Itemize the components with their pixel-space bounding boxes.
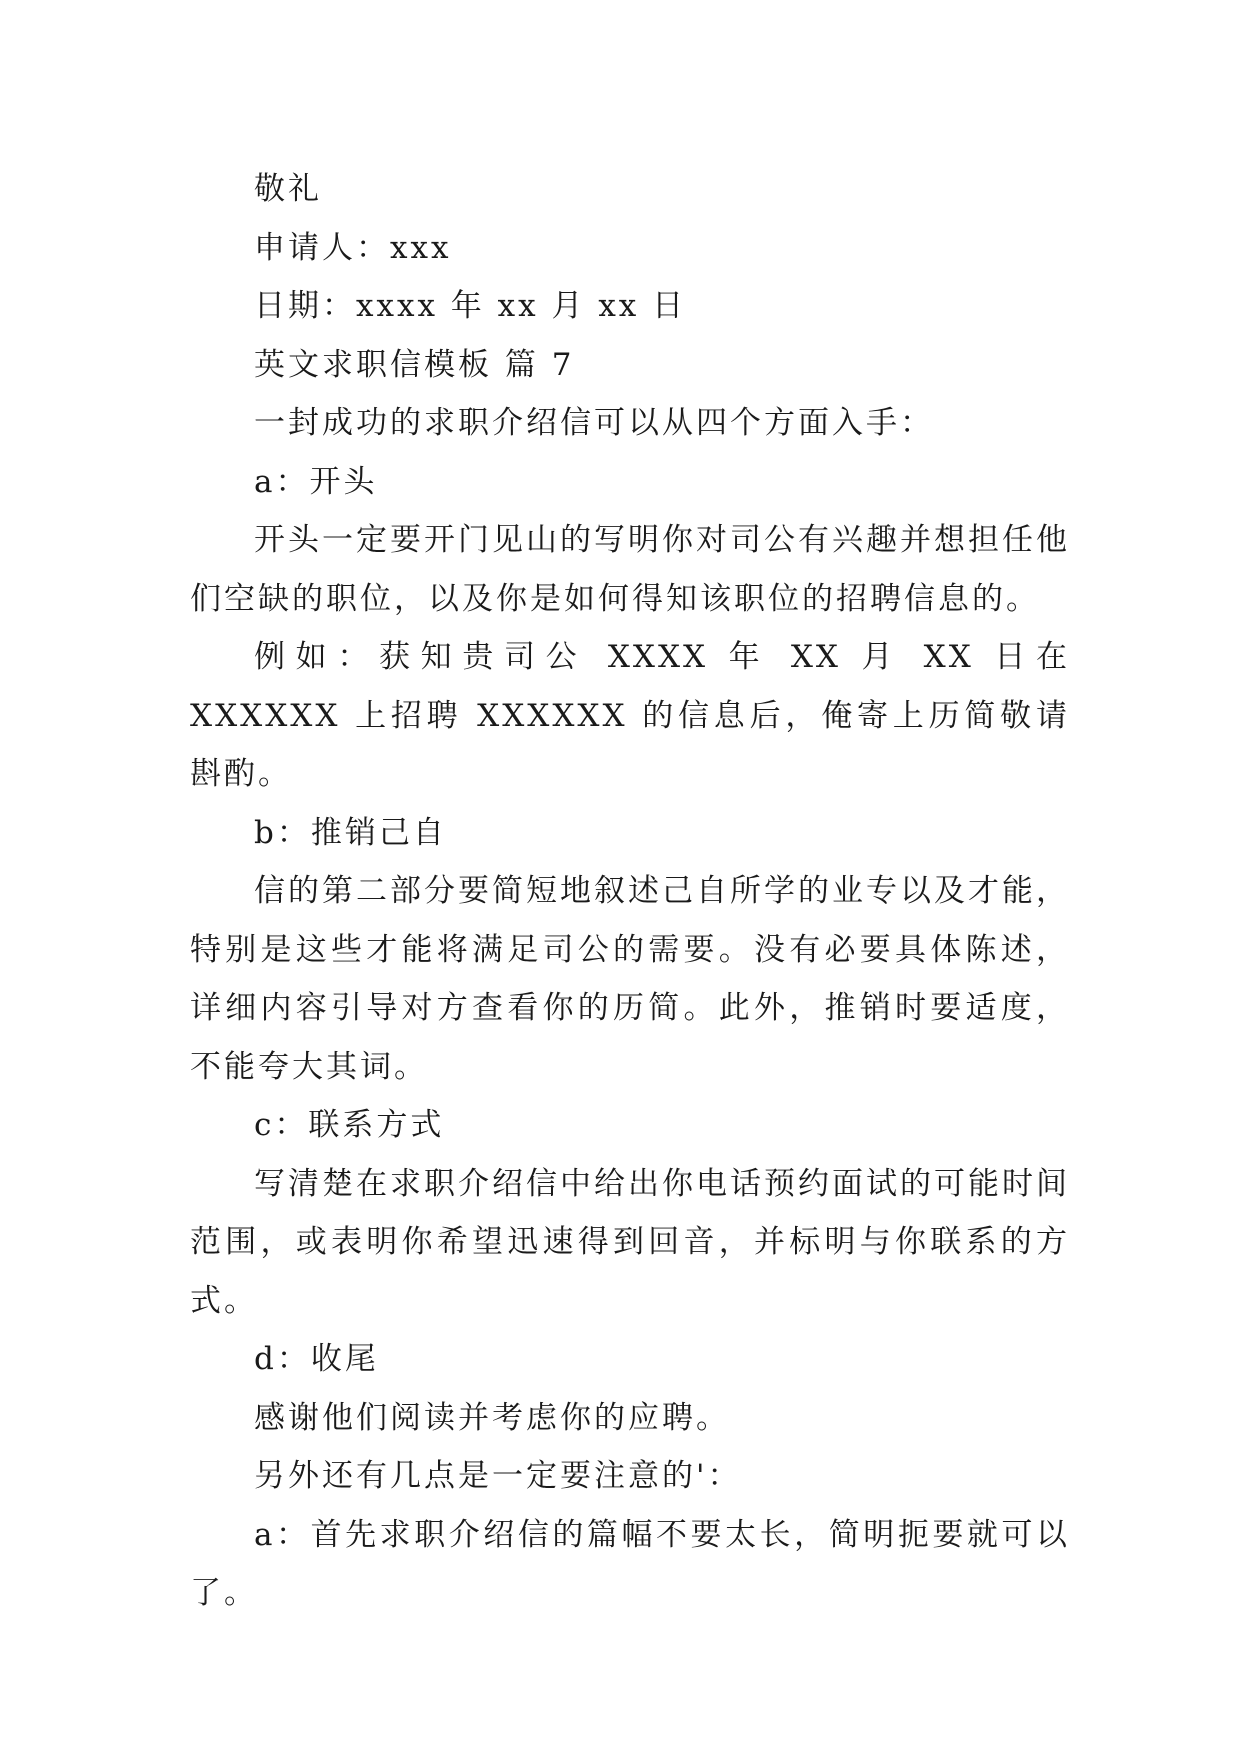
date-line: 日期：xxxx 年 xx 月 xx 日 <box>254 288 687 324</box>
applicant-line: 申请人：xxx <box>254 229 452 266</box>
point-d-body: 感谢他们阅读并考虑你的应聘。 <box>254 1399 730 1436</box>
point-b-body: 信的第二部分要简短地叙述己自所学的业专以及才能，特别是这些才能将满足司公的需要。没有必要具体陈述，详细内容引导对方查看你的历简。此外，推销时要适度，不能夸大其词。 <box>190 873 1070 1085</box>
section-heading: 英文求职信模板 篇 7 <box>254 346 575 383</box>
point-a-body: 开头一定要开门见山的写明你对司公有兴趣并想担任他们空缺的职位，以及你是如何得知该职位的招聘信息的。 <box>190 522 1070 617</box>
point-c-body: 写清楚在求职介绍信中给出你电话预约面试的可能时间范围，或表明你希望迅速得到回音，并标明与你联系的方式。 <box>190 1165 1070 1319</box>
closing-salutation: 敬礼 <box>254 171 322 207</box>
note-a: a：首先求职介绍信的篇幅不要太长，简明扼要就可以了。 <box>190 1516 1070 1611</box>
point-a-example: 例如：获知贵司公 XXXX 年 XX 月 XX 日在 XXXXXX 上招聘 XXXXXX 的信息后，俺寄上历简敬请斟酌。 <box>190 639 1070 792</box>
point-c-heading: c：联系方式 <box>254 1107 445 1143</box>
point-b-heading: b：推销己自 <box>254 814 447 851</box>
document-body <box>190 160 1070 1623</box>
point-a-heading: a：开头 <box>254 463 378 500</box>
point-d-heading: d：收尾 <box>254 1341 379 1377</box>
notes-intro: 另外还有几点是一定要注意的'： <box>254 1458 742 1494</box>
intro-paragraph: 一封成功的求职介绍信可以从四个方面入手： <box>254 405 934 441</box>
